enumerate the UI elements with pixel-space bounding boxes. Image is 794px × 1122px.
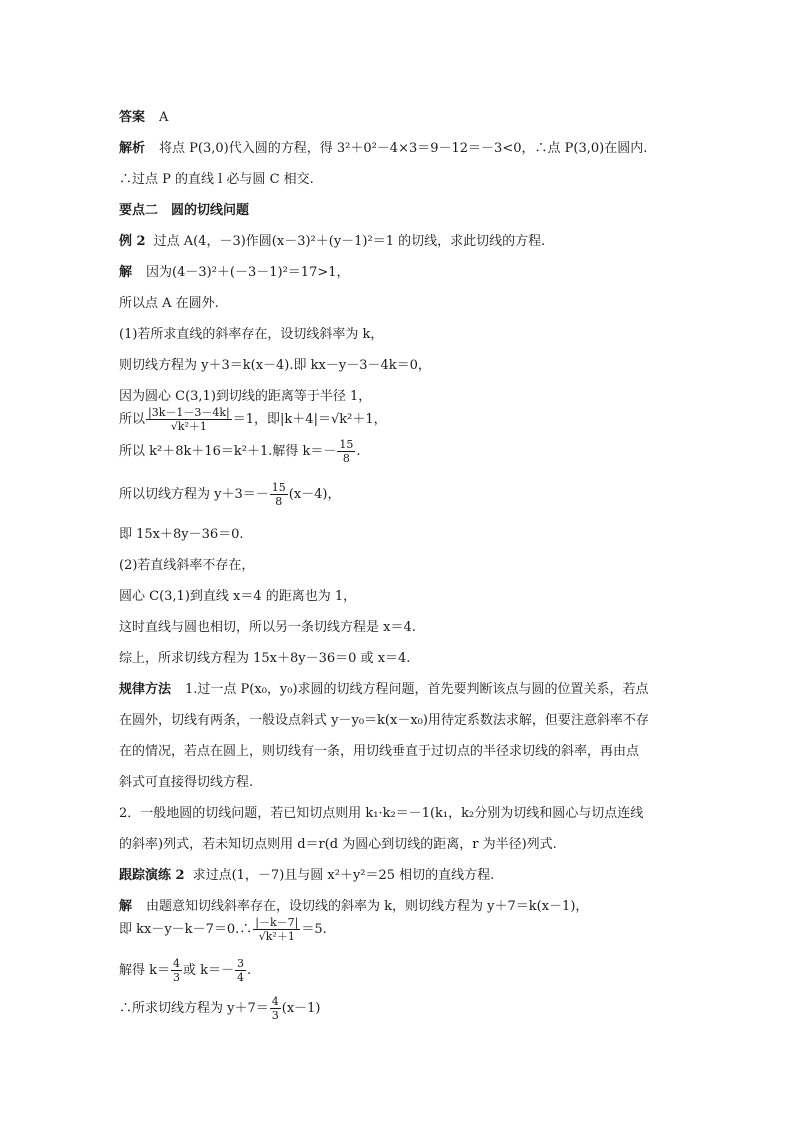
practice-label: 跟踪演练 2	[119, 868, 185, 883]
practice-line	[119, 868, 679, 884]
fraction	[270, 481, 288, 508]
answer-value: A	[159, 110, 169, 125]
text-line	[119, 744, 679, 760]
text: 在的情况，若点在圆上，则切线有一条，用切线垂直于过切点的半径求切线的斜率，再由点	[119, 744, 640, 759]
text: 斜式可直接得切线方程.	[119, 775, 254, 790]
formula-line	[119, 406, 679, 433]
text: 则切线方程为 y＋3＝k(x－4).即 kx－y－3－4k＝0，	[119, 358, 431, 373]
text-line	[119, 389, 679, 405]
text-line	[119, 806, 679, 822]
numerator: 15	[339, 438, 354, 451]
section-heading	[119, 203, 679, 219]
numerator: 4	[173, 957, 181, 970]
numerator: |3k－1－3－4k|	[148, 406, 230, 419]
text: 因为圆心 C(3,1)到切线的距离等于半径 1，	[119, 389, 372, 404]
analysis-label: 解析	[119, 141, 146, 156]
heading-text: 要点二 圆的切线问题	[119, 203, 250, 218]
text: 在圆外，切线有两条，一般设点斜式 y－y₀＝k(x－x₀)用待定系数法求解，但要注意斜率不存	[119, 713, 649, 728]
formula-line	[119, 916, 679, 943]
text: .	[247, 963, 252, 978]
fraction	[253, 916, 300, 943]
text-line	[119, 775, 679, 791]
text: 2．一般地圆的切线问题，若已知切点则用 k₁·k₂＝－1(k₁，k₂分别为切线和圆心与切点连线	[119, 806, 644, 821]
answer-line	[119, 110, 679, 126]
analysis-line	[119, 141, 679, 157]
text: 综上，所求切线方程为 15x＋8y－36＝0 或 x＝4.	[119, 651, 411, 666]
text: ∴过点 P 的直线 l 必与圆 C 相交.	[119, 172, 314, 187]
text-line	[119, 837, 679, 853]
numerator: 3	[237, 957, 245, 970]
denominator: 3	[173, 971, 181, 984]
text: 即 15x＋8y－36＝0.	[119, 527, 244, 542]
denominator: 3	[271, 1009, 279, 1022]
text: ∴所求切线方程为 y＋7＝	[119, 1001, 269, 1016]
text: ＝5.	[301, 922, 327, 937]
text: (2)若直线斜率不存在，	[119, 558, 255, 573]
example-text: 过点 A(4，－3)作圆(x－3)²＋(y－1)²＝1 的切线，求此切线的方程.	[153, 234, 546, 249]
text: ＝1，即|k＋4|＝√k²＋1，	[232, 412, 387, 427]
denominator: 4	[237, 971, 245, 984]
formula-line	[119, 481, 679, 508]
text-line	[119, 296, 679, 312]
example-line	[119, 234, 679, 250]
denominator: 8	[342, 452, 350, 465]
text-line	[119, 527, 679, 543]
solution-line	[119, 899, 679, 915]
formula-line	[119, 957, 679, 984]
text: 这时直线与圆也相切，所以另一条切线方程是 x＝4.	[119, 620, 416, 635]
text-line	[119, 651, 679, 667]
solution-label: 解	[119, 265, 133, 280]
formula-line	[119, 995, 679, 1022]
fraction	[146, 406, 232, 433]
fraction	[337, 438, 355, 465]
method-line	[119, 682, 679, 698]
solution-label: 解	[119, 899, 133, 914]
text-line	[119, 620, 679, 636]
text-line	[119, 558, 679, 574]
text: 所以点 A 在圆外.	[119, 296, 219, 311]
text-line	[119, 358, 679, 374]
text: 解得 k＝	[119, 963, 171, 978]
text: (1)若所求直线的斜率存在，设切线斜率为 k，	[119, 327, 384, 342]
text-line	[119, 589, 679, 605]
fraction	[235, 957, 246, 984]
numerator: 15	[271, 481, 286, 494]
text: (x－4)，	[288, 487, 341, 502]
text: 的斜率)列式，若未知切点则用 d＝r(d 为圆心到切线的距离，r 为半径)列式.	[119, 837, 557, 852]
practice-text: 求过点(1，－7)且与圆 x²＋y²＝25 相切的直线方程.	[192, 868, 495, 883]
text-line	[119, 327, 679, 343]
method-text: 1.过一点 P(x₀，y₀)求圆的切线方程问题，首先要判断该点与圆的位置关系，若点	[185, 682, 649, 697]
text: 所以切线方程为 y＋3＝－	[119, 487, 269, 502]
solution-text: 因为(4－3)²＋(－3－1)²＝17>1，	[146, 265, 350, 280]
text: 所以	[119, 412, 146, 427]
formula-line	[119, 438, 679, 465]
analysis-text: 将点 P(3,0)代入圆的方程，得 3²＋0²－4×3＝9－12＝－3<0，∴点 P(3,0)在圆内.	[159, 141, 648, 156]
text: 所以 k²＋8k＋16＝k²＋1.解得 k＝－	[119, 444, 337, 459]
example-label: 例 2	[119, 234, 146, 249]
text: (x－1)	[281, 1001, 321, 1016]
fraction	[270, 995, 281, 1022]
numerator: 4	[271, 995, 279, 1008]
denominator: 8	[275, 495, 283, 508]
answer-label: 答案	[119, 110, 146, 125]
denominator: √k²＋1	[170, 420, 207, 433]
text: 圆心 C(3,1)到直线 x＝4 的距离也为 1，	[119, 589, 357, 604]
denominator: √k²＋1	[258, 930, 295, 943]
solution-text: 由题意知切线斜率存在，设切线的斜率为 k，则切线方程为 y＋7＝k(x－1)，	[146, 899, 589, 914]
text: .	[356, 444, 361, 459]
numerator: |－k－7|	[255, 916, 299, 929]
text: 即 kx－y－k－7＝0.∴	[119, 922, 253, 937]
method-label: 规律方法	[119, 682, 172, 697]
solution-line	[119, 265, 679, 281]
fraction	[171, 957, 182, 984]
text-line	[119, 713, 679, 729]
analysis-conclusion	[119, 172, 679, 188]
text: 或 k＝－	[183, 963, 235, 978]
